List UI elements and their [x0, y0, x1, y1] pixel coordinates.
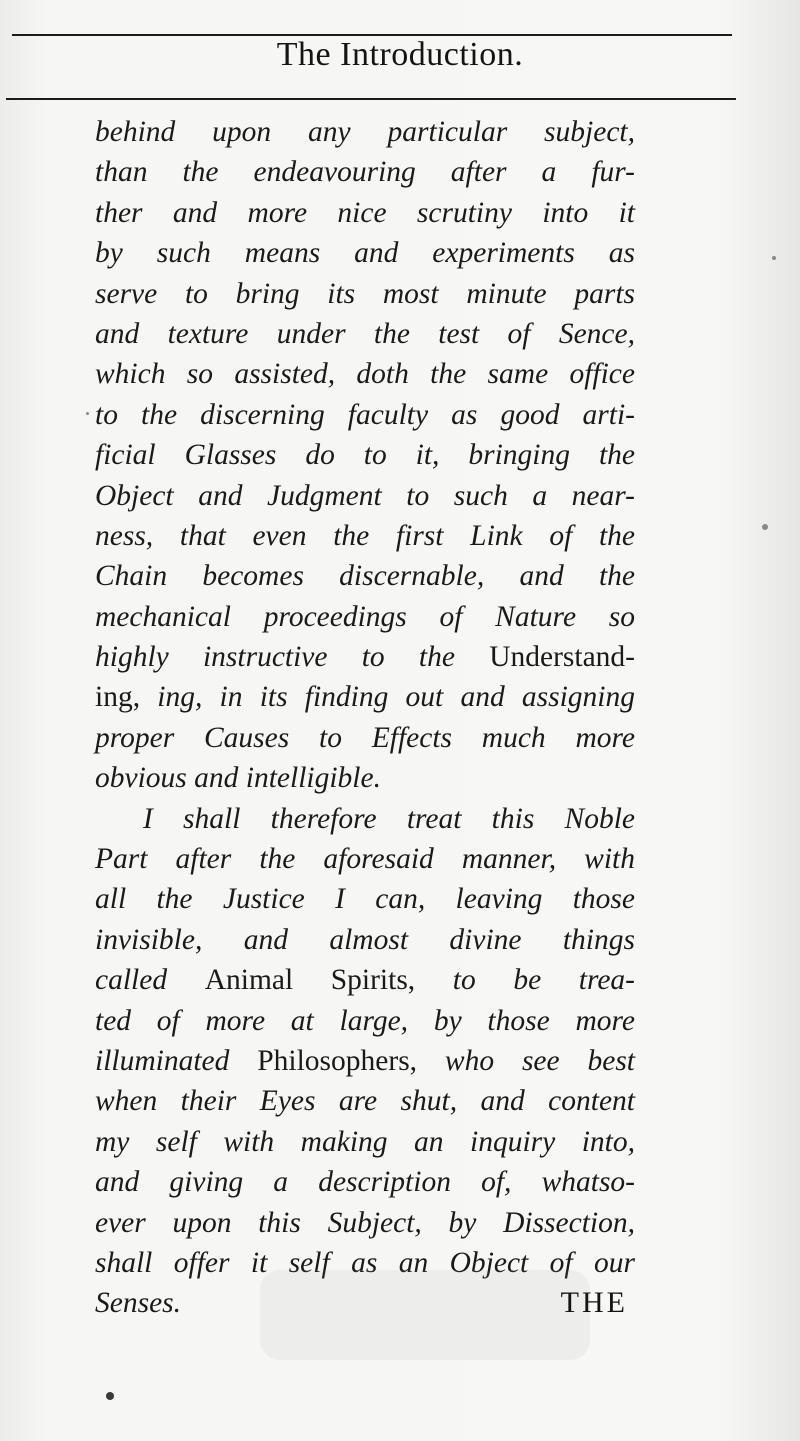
text-line: Senses. [95, 1287, 182, 1320]
text-line: ever upon this Subject, by Dissection, [95, 1206, 635, 1239]
paper-speck [762, 524, 768, 530]
text-line: obvious and intelligible. [95, 762, 381, 795]
text-line: serve to bring its most minute parts [95, 277, 635, 310]
roman-word: Philosophers, [257, 1044, 418, 1077]
text-line: shall offer it self as an Object of our [95, 1246, 635, 1279]
line-italic-part: to be trea- [452, 964, 635, 997]
text-line: and texture under the test of Sence, [95, 317, 635, 350]
line-italic-part: who see best [444, 1044, 635, 1077]
paper-speck [86, 412, 89, 415]
line-italic-part: highly instructive to the [95, 641, 455, 674]
line-italic-part: called [95, 964, 168, 997]
text-line: and giving a description of, whatso- [95, 1166, 635, 1199]
text-line: ther and more nice scrutiny into it [95, 196, 635, 229]
text-line: than the endeavouring after a fur- [95, 156, 635, 189]
text-line: mechanical proceedings of Nature so [95, 600, 635, 633]
text-line: proper Causes to Effects much more [95, 721, 635, 754]
text-line: my self with making an inquiry into, [95, 1125, 635, 1158]
text-line: behind upon any particular subject, [95, 116, 635, 148]
text-line: I shall therefore treat this Noble [143, 802, 635, 835]
text-line [95, 960, 635, 1000]
line-italic-part: illuminated [95, 1044, 230, 1077]
line-italic-part: ing, in its finding out and assigning [157, 681, 635, 714]
catchword: THE [560, 1286, 628, 1319]
paper-speck [772, 256, 776, 260]
text-line: which so assisted, doth the same office [95, 358, 635, 391]
paper-speck [106, 1392, 114, 1400]
text-line: by such means and experiments as [95, 237, 635, 270]
text-line: all the Justice I can, leaving those [95, 883, 635, 916]
text-line: Part after the aforesaid manner, with [95, 843, 635, 876]
body-text [95, 112, 635, 1324]
text-line: to the discerning faculty as good arti- [95, 398, 635, 431]
roman-word: ing, [95, 681, 141, 714]
text-line: ted of more at large, by those more [95, 1004, 635, 1037]
head-rule [6, 98, 736, 100]
running-head: The Introduction. [276, 36, 524, 73]
text-line [95, 637, 635, 677]
text-line: invisible, and almost divine things [95, 923, 635, 956]
roman-word: Understand- [489, 641, 636, 674]
text-line [95, 1041, 635, 1081]
text-line: ficial Glasses do to it, bringing the [95, 439, 635, 472]
show-through-shadow [260, 1270, 590, 1360]
text-line: Chain becomes discernable, and the [95, 560, 635, 593]
roman-word: Animal Spirits, [204, 964, 416, 997]
text-line: when their Eyes are shut, and content [95, 1085, 635, 1118]
text-line: Object and Judgment to such a near- [95, 479, 635, 512]
text-line [95, 677, 635, 717]
text-line: ness, that even the first Link of the [95, 519, 635, 552]
